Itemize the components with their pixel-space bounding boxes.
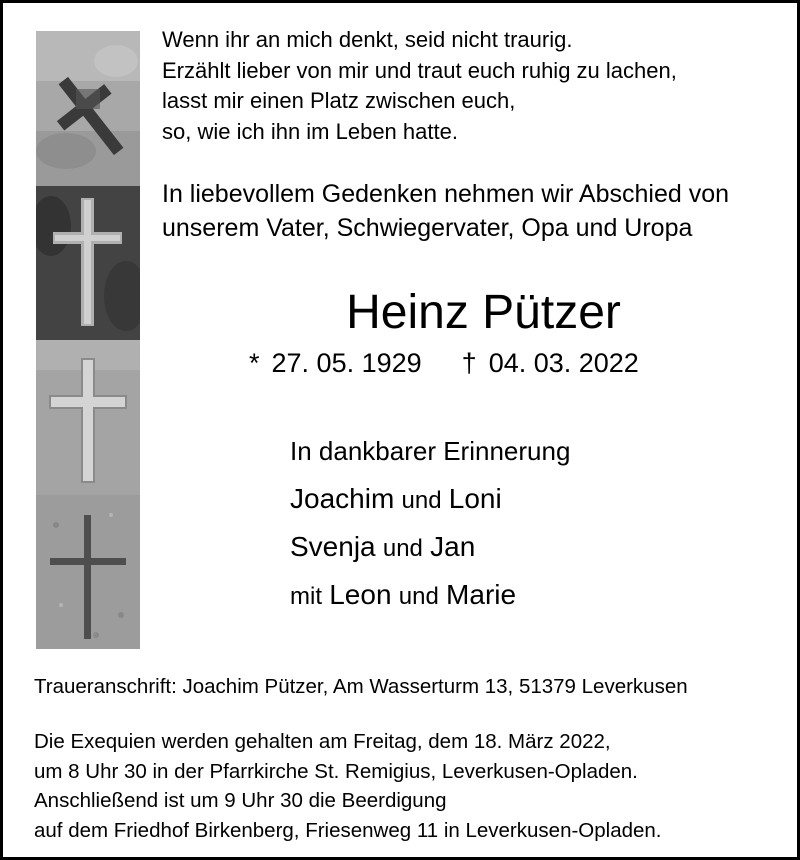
service-line: Die Exequien werden gehalten am Freitag, dem 18. März 2022, [34, 730, 611, 753]
conjunction: mit [290, 583, 322, 610]
photo-panel-1 [36, 31, 140, 186]
service-line: Anschließend ist um 9 Uhr 30 die Beerdigung [34, 789, 447, 812]
mourners-heading: In dankbarer Erinnerung [290, 436, 571, 466]
cross-icon [36, 495, 140, 649]
cross-icon [36, 340, 140, 495]
farewell-line: unserem Vater, Schwiegervater, Opa und Uropa [162, 214, 693, 242]
service-line: auf dem Friedhof Birkenberg, Friesenweg 11 in Leverkusen-Opladen. [34, 818, 662, 842]
mourner-name: Leon [329, 579, 392, 610]
conjunction: und [398, 583, 439, 610]
deceased-name: Heinz Pützer [346, 286, 621, 339]
conjunction: und [401, 487, 442, 514]
mourner-name: Svenja [290, 531, 376, 562]
conjunction: und [382, 535, 423, 562]
mourner-name: Loni [448, 483, 502, 514]
service-line: um 8 Uhr 30 in der Pfarrkirche St. Remigius, Leverkusen-Opladen. [34, 759, 638, 783]
photo-panel-3 [36, 340, 140, 495]
poem-line: Erzählt lieber von mir und traut euch ruhig zu lachen, [162, 57, 677, 83]
farewell-line: In liebevollem Gedenken nehmen wir Abschied von [162, 180, 730, 208]
mourner-row [290, 475, 570, 523]
poem-line: so, wie ich ihn im Leben hatte. [162, 118, 458, 144]
mourner-row [290, 571, 570, 619]
life-dates [249, 343, 639, 383]
mourner-name: Marie [446, 579, 517, 610]
photo-panel-4 [36, 495, 140, 649]
mourner-row [290, 523, 570, 571]
death-date: 04. 03. 2022 [488, 348, 639, 378]
photo-panel-2 [36, 186, 140, 340]
poem-line: Wenn ihr an mich denkt, seid nicht traurig. [162, 27, 573, 52]
cross-icon [36, 31, 140, 186]
poem [162, 25, 677, 147]
mourner-name: Jan [430, 531, 476, 562]
birth-symbol: * [249, 348, 260, 378]
death-symbol: † [461, 348, 477, 378]
mourners-list [290, 427, 570, 619]
poem-line: lasst mir einen Platz zwischen euch, [162, 88, 516, 113]
cross-icon [36, 186, 140, 340]
service-details [34, 727, 662, 845]
mourning-address: Traueranschrift: Joachim Pützer, Am Wasserturm 13, 51379 Leverkusen [34, 675, 688, 698]
birth-date: 27. 05. 1929 [271, 348, 422, 378]
farewell-text [162, 177, 729, 245]
cross-photo-strip [36, 31, 140, 649]
mourner-name: Joachim [290, 483, 395, 514]
